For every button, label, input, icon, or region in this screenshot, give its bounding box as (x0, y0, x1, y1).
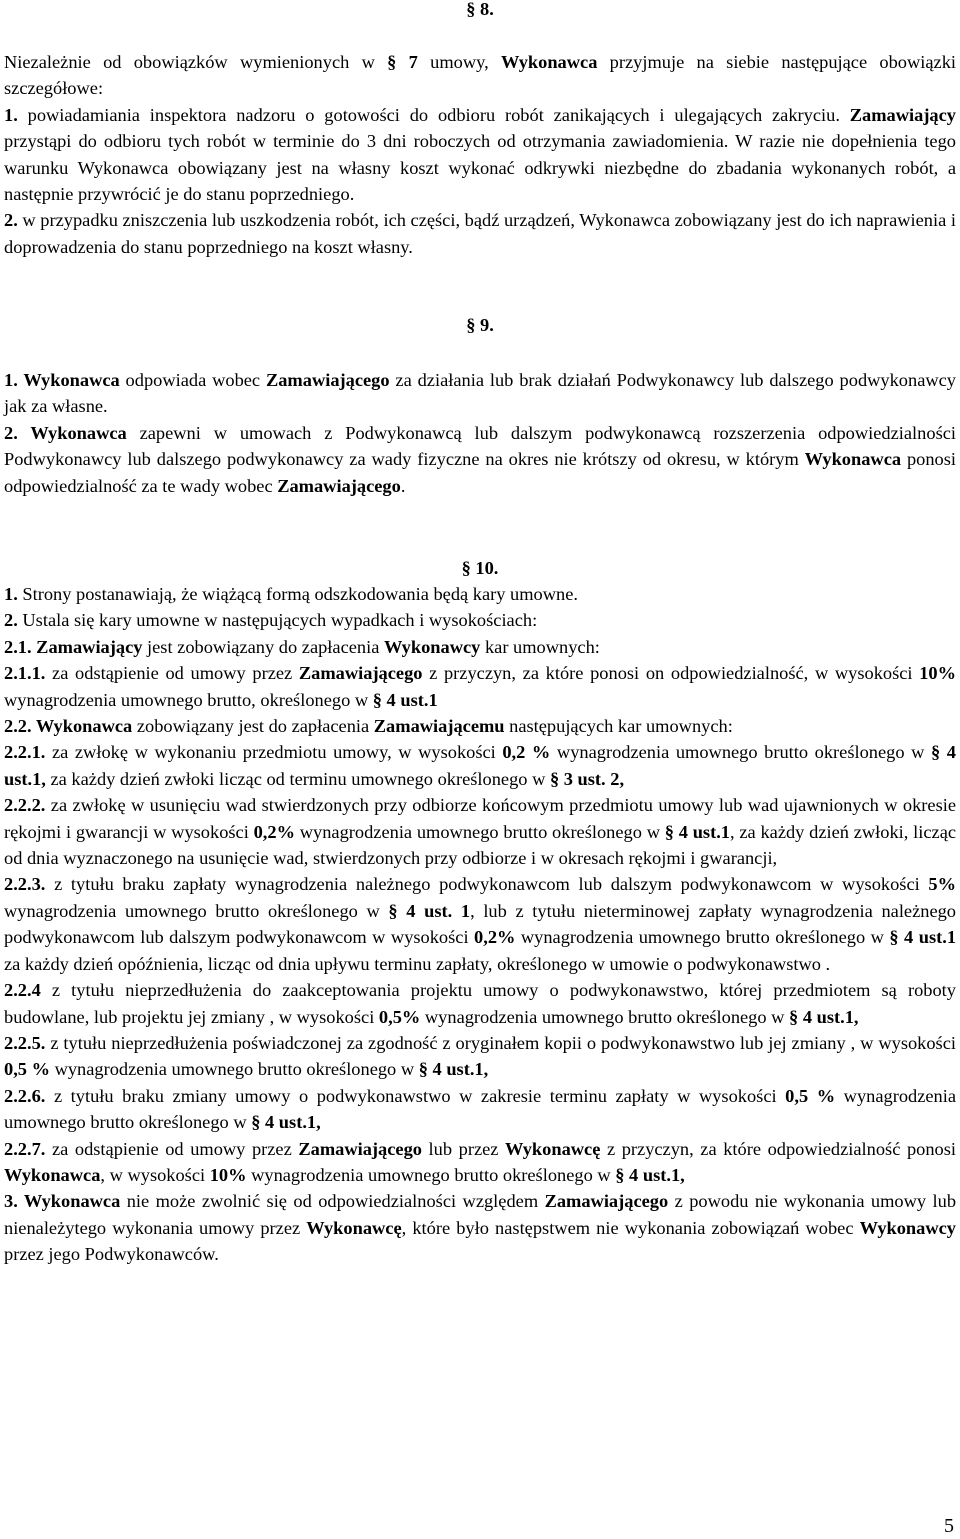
text-run: nie może zwolnić się od odpowiedzialności względem (120, 1191, 545, 1212)
text-run: przez jego Podwykonawców. (4, 1244, 219, 1265)
bold-run: 2.2.2. (4, 795, 46, 816)
bold-run: § 4 ust.1, (789, 1006, 859, 1027)
text-run: wynagrodzenia umownego brutto określonego w (294, 821, 665, 842)
bold-run: 10% (919, 663, 956, 684)
text-run: za zwłokę w usunięciu wad stwierdzonych przy odbiorze końcowym przedmiotu umowy lub wad ujawnionych w okresie rękojmi i gwarancji w wysokości (4, 795, 956, 842)
bold-run: § 4 ust.1 (889, 927, 957, 948)
bold-run: Zamawiającego (298, 663, 423, 684)
bold-run: Zamawiającego (277, 475, 401, 496)
paragraph (4, 660, 956, 713)
text-run: wynagrodzenia umownego brutto określonego w (550, 742, 932, 763)
bold-run: 2. (4, 610, 18, 631)
text-run: wynagrodzenia umownego brutto określonego w (420, 1006, 790, 1027)
paragraph (4, 977, 956, 1030)
bold-run: 2.2.3. (4, 874, 46, 895)
text-run: za każdy dzień zwłoki licząc od terminu umownego określonego w (45, 768, 550, 789)
text-run: z przyczyn, za które odpowiedzialność ponosi (600, 1138, 956, 1159)
paragraph (4, 739, 956, 792)
bold-run: 0,2 % (502, 742, 551, 763)
bold-run: § 4 ust.1 (372, 689, 438, 710)
text-run: za działania lub brak działań Podwykonawcy lub dalszego podwykonawcy jak za własne. (4, 370, 957, 417)
bold-run: Wykonawcę (306, 1217, 402, 1238)
paragraph (4, 49, 956, 102)
bold-run: 2. Wykonawca (4, 422, 127, 443)
bold-run: 2.2. Wykonawca (4, 716, 133, 737)
bold-run: Zamawiającego (298, 1138, 422, 1159)
paragraph (4, 207, 956, 260)
bold-run: 10% (209, 1164, 247, 1185)
text-run: w przypadku zniszczenia lub uszkodzenia robót, ich części, bądź urządzeń, Wykonawca zobowiązany jest do ich naprawienia i doprowadzenia do stanu poprzedniego na koszt własny. (4, 210, 956, 257)
paragraph (4, 607, 956, 633)
text-run: za zwłokę w wykonaniu przedmiotu umowy, w wysokości (45, 742, 503, 763)
text-run: wynagrodzenia umownego brutto określonego w (4, 1085, 956, 1133)
bold-run: Wykonawca (501, 52, 598, 72)
text-run: z tytułu braku zapłaty wynagrodzenia należnego podwykonawcom lub dalszym podwykonawcom w wysokości (45, 874, 929, 895)
section-9-body (4, 367, 956, 499)
paragraph (4, 581, 956, 607)
bold-run: 0,5 % (4, 1059, 50, 1080)
section-8-body (4, 49, 956, 260)
text-run: powiadamiania inspektora nadzoru o gotowości do odbioru robót zanikających i ulegających zakryciu. (17, 104, 850, 125)
section-heading-9: § 9. (466, 315, 494, 335)
text-run: wynagrodzenia umownego brutto określonego w (246, 1164, 616, 1185)
paragraph (4, 634, 956, 660)
text-run: przyjmuje na siebie następujące obowiązki szczegółowe: (4, 52, 957, 99)
paragraph (4, 102, 956, 208)
text-run: wynagrodzenia umownego brutto określonego w (49, 1059, 419, 1080)
text-run: z powodu nie wykonania umowy lub nienależytego wykonania umowy przez (4, 1191, 957, 1238)
text-run: . (400, 475, 406, 496)
bold-run: Zamawiającemu (373, 716, 505, 737)
bold-run: 2.2.4 (4, 980, 41, 1001)
bold-run: § 4 ust.1, (4, 742, 956, 789)
bold-run: Wykonawca (804, 449, 902, 470)
section-heading-8: § 8. (466, 0, 494, 19)
text-run: następujących kar umownych: (504, 716, 733, 737)
bold-run: § 4 ust.1 (664, 821, 730, 842)
paragraph (4, 792, 956, 871)
bold-run: 1. (4, 584, 18, 604)
bold-run: Wykonawcy (859, 1217, 956, 1238)
bold-run: Wykonawca (4, 1164, 101, 1185)
text-run: kar umownych: (480, 636, 600, 657)
bold-run: 5% (928, 874, 956, 895)
text-run: wynagrodzenia umownego brutto określonego w (4, 900, 389, 921)
text-run: Ustala się kary umowne w następujących wypadkach i wysokościach: (17, 610, 538, 631)
text-run: z tytułu nieprzedłużenia poświadczonej za zgodność z oryginałem kopii o podwykonawstwo lub jej zmiany , w wysokości (45, 1032, 956, 1053)
text-run: odpowiada wobec (119, 370, 266, 390)
bold-run: 1. (4, 104, 18, 125)
text-run: lub przez (421, 1138, 506, 1159)
text-run: zapewni w umowach z Podwykonawcą lub dalszym podwykonawcą rozszerzenia odpowiedzialności Podwykonawcy lub dalszego podwykonawcy za wady fizyczne na okres nie krótszy od okresu, w którym (4, 422, 956, 470)
bold-run: Wykonawcy (383, 636, 481, 657)
bold-run: § 4 ust.1, (251, 1112, 321, 1133)
text-run: Niezależnie od obowiązków wymienionych w (4, 52, 388, 72)
bold-run: 3. Wykonawca (4, 1191, 121, 1212)
bold-run: Zamawiającego (544, 1191, 669, 1212)
bold-run: § 4 ust.1, (615, 1164, 685, 1185)
text-run: z tytułu braku zmiany umowy o podwykonawstwo w zakresie terminu zapłaty w wysokości (45, 1085, 786, 1106)
text-run: jest zobowiązany do zapłacenia (142, 636, 384, 657)
text-run: ponosi odpowiedzialność za te wady wobec (4, 449, 956, 496)
text-run: z przyczyn, za które ponosi on odpowiedzialność, w wysokości (422, 663, 920, 684)
bold-run: § 4 ust.1, (418, 1059, 489, 1080)
text-run: za odstąpienie od umowy przez (45, 663, 299, 684)
text-run: umowy, (417, 52, 501, 72)
bold-run: 0,5% (378, 1006, 421, 1027)
text-run: za odstąpienie od umowy przez (45, 1138, 299, 1159)
bold-run: 2.2.7. (4, 1138, 46, 1159)
bold-run: § 4 ust. 1 (388, 900, 471, 921)
paragraph (4, 1188, 956, 1267)
text-run: , za każdy dzień zwłoki, licząc od dnia wyznaczonego na usunięcie wad, stwierdzonych przy odbiorze i w okresach rękojmi i gwarancji, (4, 821, 957, 869)
bold-run: § 3 ust. 2, (549, 768, 625, 789)
bold-run: 0,2% (253, 821, 295, 842)
paragraph (4, 871, 956, 977)
page-number: 5 (944, 1515, 954, 1537)
bold-run: § 7 (387, 52, 418, 72)
paragraph (4, 1136, 956, 1189)
bold-run: Zamawiającego (265, 370, 390, 390)
text-run: z tytułu nieprzedłużenia do zaakceptowania projektu umowy o podwykonawstwo, której przedmiotem są roboty budowlane, lub projektu jej zmiany , w wysokości (4, 980, 956, 1027)
bold-run: Zamawiający (849, 104, 956, 125)
paragraph (4, 367, 956, 420)
paragraph (4, 713, 956, 739)
paragraph (4, 420, 956, 499)
bold-run: 2.1. Zamawiający (4, 636, 143, 657)
bold-run: 2.1.1. (4, 663, 46, 684)
text-run: , lub z tytułu nieterminowej zapłaty wynagrodzenia należnego podwykonawcom lub dalszym podwykonawcom w wysokości (4, 900, 956, 948)
bold-run: Wykonawcę (505, 1138, 601, 1159)
text-run: przystąpi do odbioru tych robót w terminie do 3 dni roboczych od otrzymania zawiadomienia. W razie nie dopełnienia tego warunku Wykonawca obowiązany jest na własny koszt wykonać odkrywki niezbędne do zbadania wykonanych robót, a następnie przywrócić je do stanu poprzedniego. (4, 131, 956, 205)
paragraph (4, 1030, 956, 1083)
bold-run: 1. Wykonawca (4, 370, 120, 390)
bold-run: 0,2% (474, 927, 516, 948)
section-10-body (4, 581, 956, 1268)
paragraph (4, 1083, 956, 1136)
section-heading-10: § 10. (461, 558, 499, 578)
bold-run: 2.2.5. (4, 1032, 46, 1053)
text-run: , które było następstwem nie wykonania zobowiązań wobec (401, 1217, 860, 1238)
text-run: wynagrodzenia umownego brutto, określonego w (4, 689, 373, 710)
bold-run: 2. (4, 210, 18, 231)
text-run: zobowiązany jest do zapłacenia (132, 716, 374, 737)
bold-run: 2.2.6. (4, 1085, 46, 1106)
bold-run: 0,5 % (785, 1085, 836, 1106)
text-run: za każdy dzień opóźnienia, licząc od dnia upływu terminu zapłaty, określonego w umowie o podwykonawstwo . (4, 953, 831, 974)
bold-run: 2.2.1. (4, 742, 46, 763)
text-run: Strony postanawiają, że wiążącą formą odszkodowania będą kary umowne. (17, 584, 578, 604)
text-run: , w wysokości (100, 1164, 210, 1185)
text-run: wynagrodzenia umownego brutto określonego w (515, 927, 890, 948)
